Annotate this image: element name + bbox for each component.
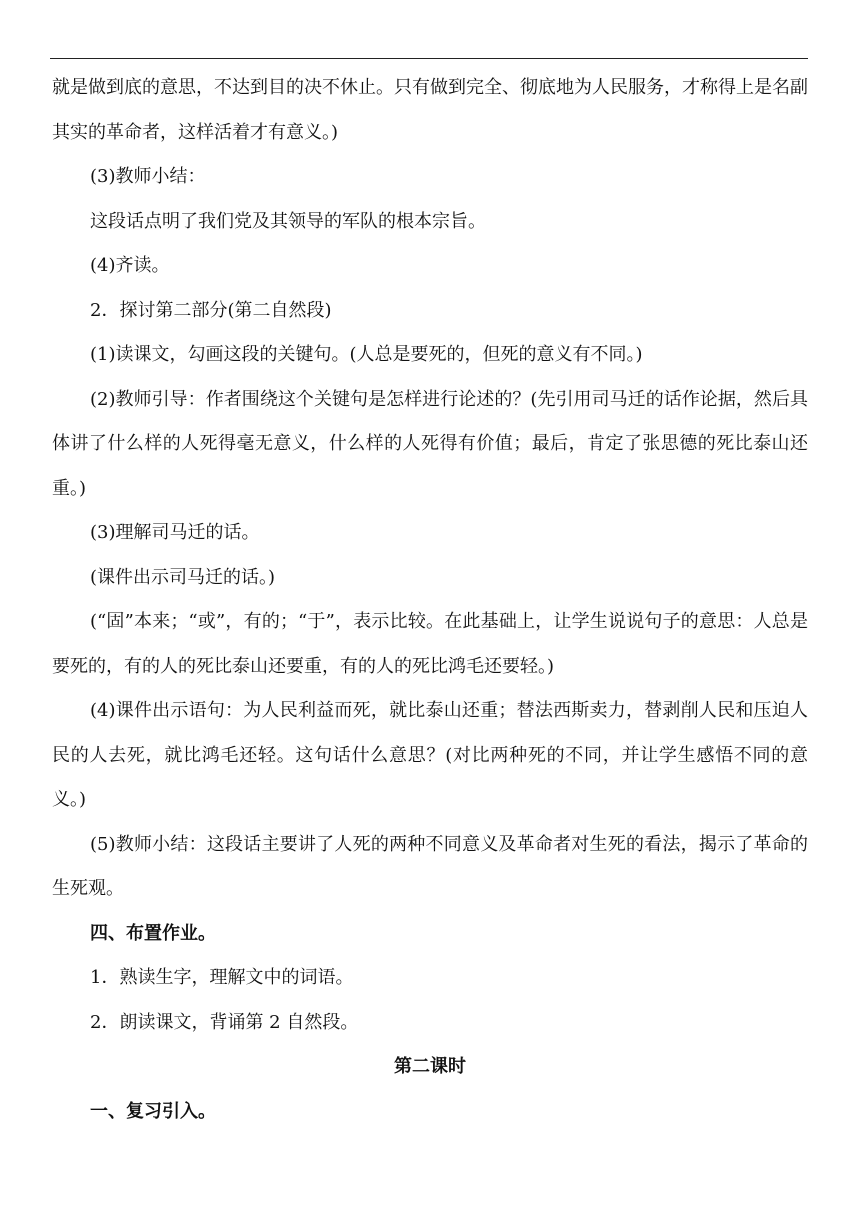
section-heading-homework: 四、布置作业。 [90, 922, 216, 944]
paragraph-read-together: (4)齐读。 [90, 255, 170, 276]
paragraph-teacher-summary-text: 这段话点明了我们党及其领导的军队的根本宗旨。 [90, 210, 486, 232]
paragraph-show-sentence: (4)课件出示语句：为人民利益而死，就比泰山还重；替法西斯卖力，替剥削人民和压迫人民的人去死，就比鸿毛还轻。这句话什么意思？(对比两种死的不同，并让学生感悟不同的意义。) [52, 700, 808, 810]
paragraph-homework-two: 2．朗读课文，背诵第 2 自然段。 [90, 1011, 359, 1033]
paragraph-part-two-title: 2．探讨第二部分(第二自然段) [90, 299, 332, 321]
paragraph-teacher-summary-label: (3)教师小结： [90, 166, 206, 187]
paragraph-show-quote: (课件出示司马迁的话。) [90, 566, 276, 588]
section-heading-review: 一、复习引入。 [90, 1100, 216, 1122]
paragraph-homework-one: 1．熟读生字，理解文中的词语。 [90, 967, 354, 988]
paragraph-understand-quote: (3)理解司马迁的话。 [90, 522, 260, 543]
lesson-title-second: 第二课时 [394, 1056, 466, 1077]
paragraph-word-explanation: (“固”本来；“或”，有的；“于”，表示比较。在此基础上，让学生说说句子的意思：人总是要死的，有的人的死比泰山还要重，有的人的死比鸿毛还要轻。) [52, 611, 808, 677]
body-text [52, 66, 808, 1134]
paragraph-continuation: 就是做到底的意思，不达到目的决不休止。只有做到完全、彻底地为人民服务，才称得上是名副其实的革命者，这样活着才有意义。) [52, 77, 808, 143]
header-rule [50, 58, 808, 59]
paragraph-teacher-guide: (2)教师引导：作者围绕这个关键句是怎样进行论述的？(先引用司马迁的话作论据，然后具体讲了什么样的人死得毫无意义，什么样的人死得有价值；最后，肯定了张思德的死比泰山还重。) [52, 388, 808, 499]
paragraph-key-sentence: (1)读课文，勾画这段的关键句。(人总是要死的，但死的意义有不同。) [90, 344, 643, 365]
paragraph-summary-five: (5)教师小结：这段话主要讲了人死的两种不同意义及革命者对生死的看法，揭示了革命的生死观。 [52, 833, 808, 899]
